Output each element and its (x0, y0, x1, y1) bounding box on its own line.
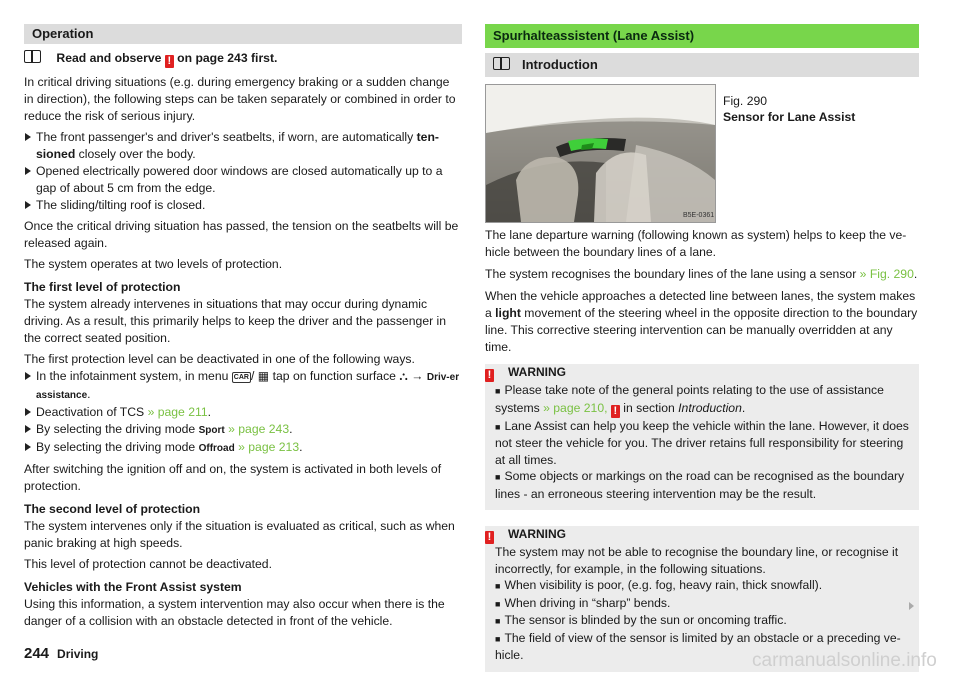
ref-text: Read and observe (56, 51, 162, 65)
warning-item: ■ Lane Assist can help you keep the vehicle within the lane. However, it does not steer the vehicle for you. The driver retains full responsibility for steering at all times. (495, 418, 909, 469)
menu-grid-icon: ▦ (257, 369, 270, 383)
warning-header: ! WARNING (485, 364, 909, 378)
warning-item: ■ Please take note of the general points relating to the use of assistance systems » page 210, ! in section Introduction. (495, 382, 909, 418)
lane-paragraph-3: When the vehicle approaches a detected line between lanes, the system makes a light movement of the steering wheel in the opposite direction to the boundary line. This corrective steering intervention can be manually overridden at any time. (485, 289, 918, 354)
warning-header: ! WARNING (485, 526, 909, 540)
lane-paragraph-1: The lane departure warning (following known as system) helps to keep the ve-hicle between the boundary lines of a lane. (485, 228, 907, 259)
figure-title: Sensor for Lane Assist (723, 110, 856, 124)
watermark: carmanualsonline.info (752, 650, 937, 671)
step-item: The sliding/tilting roof is closed. (24, 197, 462, 214)
paragraph: Once the critical driving situation has passed, the tension on the seatbelts will be released again. (24, 219, 459, 250)
first-level-text: The system already intervenes in situations that may occur during dynamic driving. As a result, this primarily helps to keep the driver and the passenger in the correct seated position. (24, 297, 447, 345)
car-menu-icon: CAR (233, 374, 249, 381)
car-function-icon: ⛬ (399, 369, 408, 383)
page-link[interactable]: » page 210, (543, 400, 608, 415)
right-column (485, 24, 919, 672)
figure-caption (723, 93, 855, 125)
first-level-title: The first level of protection (24, 280, 181, 294)
deactivation-intro: The first protection level can be deactivated in one of the following ways. (24, 352, 415, 366)
paragraph: This level of protection cannot be deactivated. (24, 557, 272, 571)
figure-image-sensor (485, 84, 716, 223)
method-offroad: By selecting the driving mode Offroad » page 213. (24, 439, 462, 457)
warning-icon: ! (165, 55, 174, 68)
step-item: The front passenger's and driver's seatbelts, if worn, are automatically ten-sioned closely over the body. (24, 129, 462, 163)
warning-icon: ! (611, 405, 620, 418)
figure-number: Fig. 290 (723, 94, 768, 108)
introduction-heading: Introduction (485, 53, 919, 77)
figure-code: B5E-0361 (683, 212, 715, 219)
warning-icon: ! (485, 369, 494, 382)
continue-arrow-icon (909, 602, 914, 610)
ref-text-after: on page 243 first. (177, 51, 278, 65)
book-icon (493, 57, 510, 70)
warning-item: ■ The field of view of the sensor is limited by an obstacle or a preceding ve-hicle. (495, 630, 909, 664)
paragraph: After switching the ignition off and on, the system is activated in both levels of protection. (24, 462, 442, 493)
figure-link[interactable]: » Fig. 290 (859, 267, 914, 281)
front-assist-text: Using this information, a system intervention may also occur when there is the danger of a collision with an obstacle detected in front of the vehicle. (24, 597, 445, 628)
page-link[interactable]: » page 213 (238, 440, 300, 454)
left-column (24, 24, 462, 634)
page-link[interactable]: » page 211 (147, 405, 208, 419)
reference-line (24, 50, 462, 68)
warning-box-1 (485, 364, 919, 510)
warning-item: ■ The sensor is blinded by the sun or oncoming traffic. (495, 612, 909, 630)
warning-icon: ! (485, 531, 494, 544)
method-tcs: Deactivation of TCS » page 211. (24, 404, 462, 421)
page-number: 244 (24, 645, 50, 662)
section-heading-lane-assist: Spurhalteassistent (Lane Assist) (485, 24, 919, 48)
figure (485, 84, 919, 224)
page-footer (24, 645, 98, 663)
warning-item: ■ When driving in “sharp” bends. (495, 595, 909, 613)
book-icon (24, 50, 41, 63)
front-assist-title: Vehicles with the Front Assist system (24, 580, 242, 594)
second-level-text: The system intervenes only if the situation is evaluated as critical, such as when panic braking at high speeds. (24, 519, 455, 550)
intro-paragraph: In critical driving situations (e.g. during emergency braking or a sudden change in direction), the following steps can be taken separately or combined in order to reduce the risk of serious injury. (24, 75, 456, 123)
page-link[interactable]: » page 243 (228, 422, 290, 436)
warning-intro: The system may not be able to recognise the boundary line, or recognise it incorrectly, for example, in the following situations. (495, 545, 899, 576)
step-item: Opened electrically powered door windows are closed automatically up to a gap of about 5 cm from the edge. (24, 163, 462, 197)
warning-item: ■ When visibility is poor, (e.g. fog, heavy rain, thick snowfall). (495, 577, 909, 595)
paragraph: The system operates at two levels of protection. (24, 257, 283, 271)
section-heading-operation: Operation (24, 24, 462, 44)
method-infotainment: In the infotainment system, in menu CAR / ▦ tap on function surface ⛬ → Driv-er assistance. (24, 368, 462, 404)
second-level-title: The second level of protection (24, 502, 201, 516)
method-sport: By selecting the driving mode Sport » page 243. (24, 421, 462, 439)
warning-item: ■ Some objects or markings on the road can be recognised as the boundary lines - an erroneous steering intervention may be the result. (495, 468, 909, 502)
footer-section: Driving (57, 647, 99, 661)
lane-paragraph-2: The system recognises the boundary lines of the lane using a sensor » Fig. 290. (485, 267, 918, 281)
